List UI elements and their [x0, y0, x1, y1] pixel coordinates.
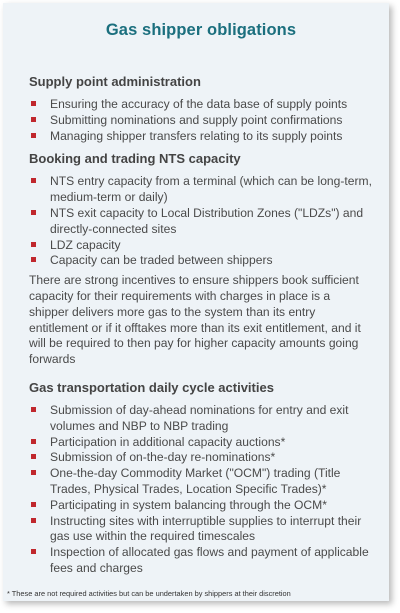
list-item: LDZ capacity [29, 238, 373, 254]
list-item: Capacity can be traded between shippers [29, 253, 373, 269]
obligations-panel [3, 3, 389, 601]
list-item: Participation in additional capacity auctions* [29, 435, 373, 451]
square-bullet-icon [31, 133, 36, 138]
list-item: Managing shipper transfers relating to its supply points [29, 129, 373, 145]
supply-point-list [29, 97, 373, 144]
list-item: Instructing sites with interruptible supplies to interrupt their gas use within the required timescales [29, 514, 373, 546]
list-item: NTS entry capacity from a terminal (which can be long-term, medium-term or daily) [29, 174, 373, 206]
section-heading-daily-cycle: Gas transportation daily cycle activities [29, 379, 274, 395]
square-bullet-icon [31, 439, 36, 444]
square-bullet-icon [31, 407, 36, 412]
list-item: One-the-day Commodity Market ("OCM") trading (Title Trades, Physical Trades, Location Specific Trades)* [29, 466, 373, 498]
list-item: Submission of on-the-day re-nominations* [29, 450, 373, 466]
square-bullet-icon [31, 101, 36, 106]
list-item: Participating in system balancing through the OCM* [29, 498, 373, 514]
panel-title: Gas shipper obligations [105, 21, 297, 39]
list-item: NTS exit capacity to Local Distribution Zones ("LDZs") and directly-connected sites [29, 206, 373, 238]
square-bullet-icon [31, 257, 36, 262]
list-item: Submitting nominations and supply point confirmations [29, 113, 373, 129]
square-bullet-icon [31, 549, 36, 554]
square-bullet-icon [31, 210, 36, 215]
square-bullet-icon [31, 518, 36, 523]
section-heading-supply-point: Supply point administration [29, 74, 201, 89]
square-bullet-icon [31, 454, 36, 459]
square-bullet-icon [31, 502, 36, 507]
incentives-paragraph: There are strong incentives to ensure shippers book sufficient capacity for their requirements with charges in place is a shipper delivers more gas to the system than its entry entitlement or if it offtakes more than its exit entitlement, and it will be required to then pay for higher capacity amounts going forwards [29, 273, 361, 367]
square-bullet-icon [31, 178, 36, 183]
square-bullet-icon [31, 117, 36, 122]
list-item: Submission of day-ahead nominations for entry and exit volumes and NBP to NBP trading [29, 403, 373, 435]
section-heading-booking: Booking and trading NTS capacity [29, 151, 241, 167]
square-bullet-icon [31, 242, 36, 247]
list-item: Ensuring the accuracy of the data base of supply points [29, 97, 373, 113]
footnote: * These are not required activities but can be undertaken by shippers at their discretion [7, 588, 291, 598]
list-item: Inspection of allocated gas flows and payment of applicable fees and charges [29, 545, 373, 577]
square-bullet-icon [31, 470, 36, 475]
daily-cycle-list [29, 403, 373, 577]
booking-list [29, 174, 373, 269]
